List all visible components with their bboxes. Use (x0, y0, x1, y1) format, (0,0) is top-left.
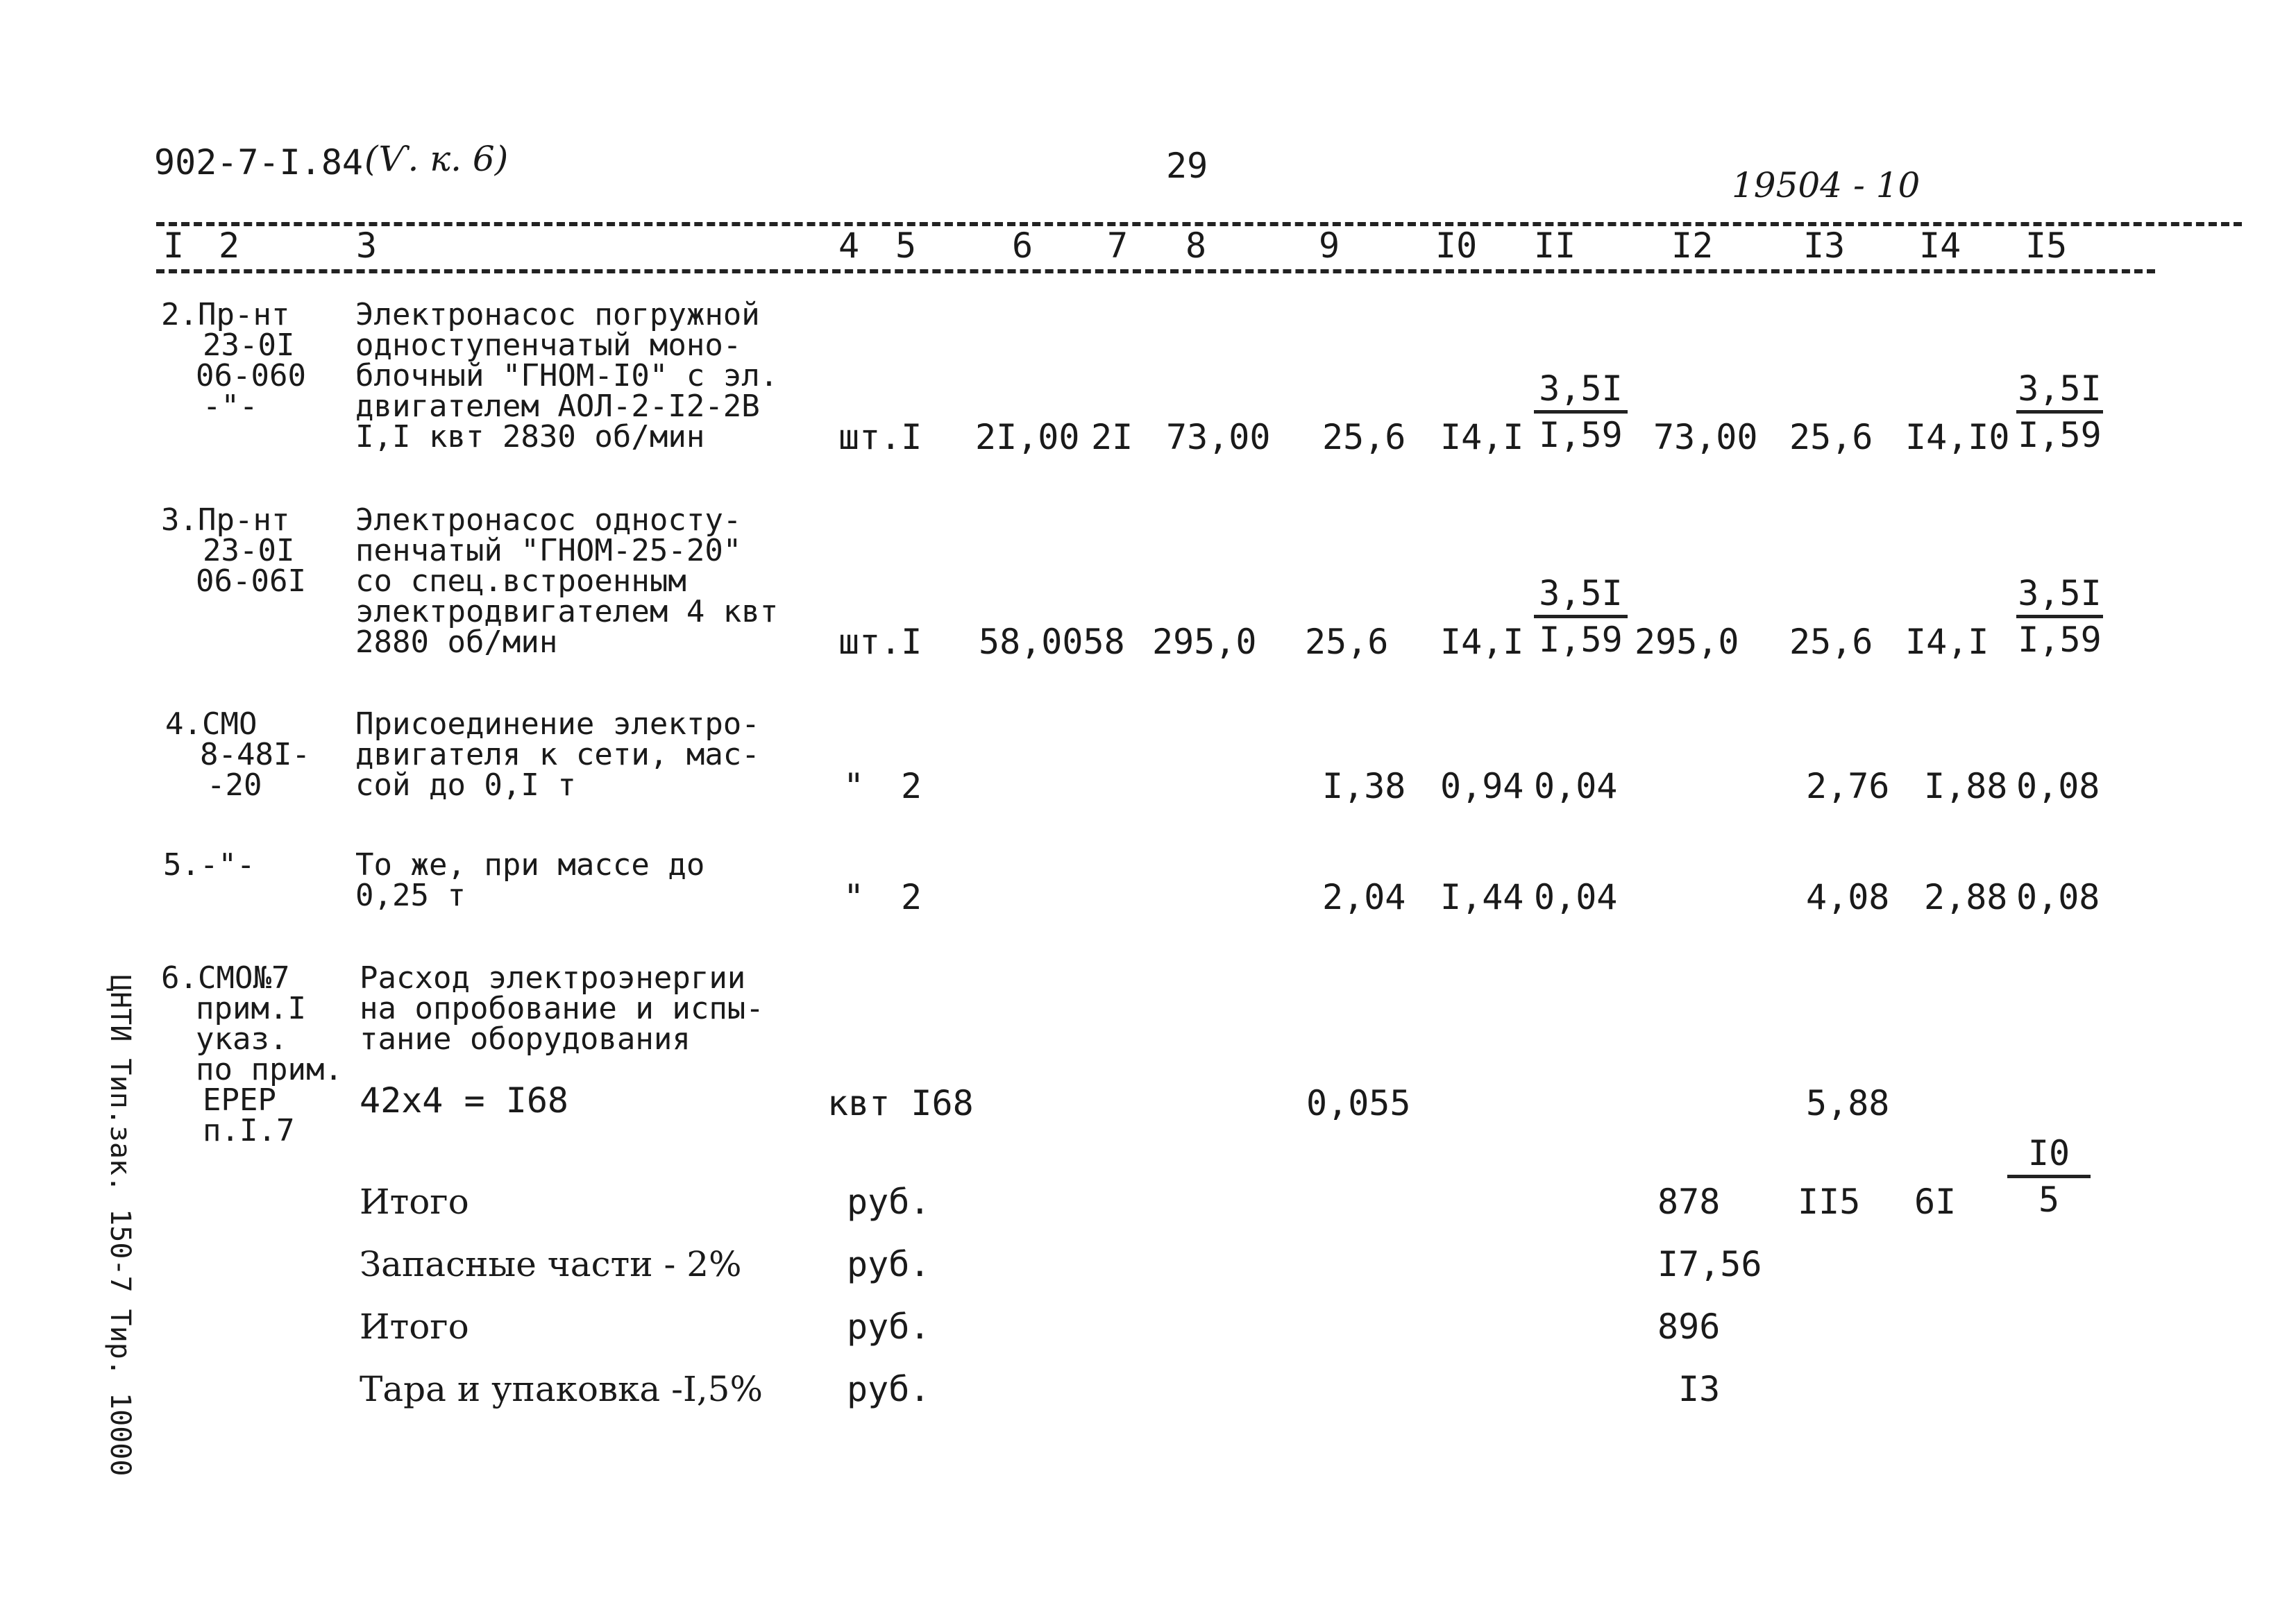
row-unit: шт.I (838, 417, 922, 457)
cell-c9: I,38 (1322, 766, 1406, 806)
fraction-denominator: I,59 (2018, 415, 2102, 455)
col-8: 8 (1185, 226, 1207, 266)
stamp-number: 19504 - 10 (1732, 165, 1921, 205)
col-11: II (1534, 226, 1576, 266)
fraction-numerator: 3,5I (2016, 576, 2103, 618)
cell-c15: 0,08 (2016, 877, 2100, 917)
row-unit: шт.I (838, 622, 922, 662)
row-code: 5.-"- (163, 847, 255, 883)
cell-c9: 25,6 (1322, 417, 1406, 457)
cell-c6: 58,0058 (979, 622, 1125, 662)
fraction-numerator: 3,5I (1534, 371, 1628, 414)
col-4: 4 (838, 226, 860, 266)
cell-c14: I4,I0 (1905, 417, 2010, 457)
cell-c13: 25,6 (1789, 622, 1873, 662)
document-code: 902-7-I.84 (154, 142, 364, 182)
cell-c10: I4,I (1440, 622, 1524, 662)
totals-c12: I3 (1678, 1369, 1721, 1409)
row-description: Расход электроэнергии на опробование и испы- тание оборудования 42х4 = I68 (360, 960, 764, 1121)
col-6: 6 (1012, 226, 1033, 266)
cell-c7: 2I (1091, 417, 1133, 457)
col-1: I (163, 226, 185, 266)
cell-c9: 25,6 (1305, 622, 1389, 662)
side-note-text: ЦНТИ Тип.зак. 150-7 Тир. 10000 (104, 975, 136, 1477)
row-quantity: 2 (901, 877, 922, 917)
cell-c13: 2,76 (1806, 766, 1890, 806)
col-13: I3 (1803, 226, 1846, 266)
fraction-denominator: I,59 (1539, 620, 1623, 660)
totals-label: Запасные части - 2% (360, 1244, 742, 1284)
cell-c11: 0,04 (1534, 877, 1618, 917)
col-5: 5 (895, 226, 917, 266)
cell-c11-fraction (1534, 368, 1628, 455)
cell-c12: 295,0 (1635, 622, 1739, 662)
cell-c13: 25,6 (1789, 417, 1873, 457)
col-3: 3 (356, 226, 378, 266)
fraction-numerator: 3,5I (1534, 576, 1628, 618)
cell-c8: 73,00 (1166, 417, 1271, 457)
col-7: 7 (1107, 226, 1129, 266)
cell-c6: 2I,00 (975, 417, 1080, 457)
totals-c14: 6I (1914, 1182, 1957, 1222)
cell-c14: I,88 (1924, 766, 2008, 806)
col-12: I2 (1671, 226, 1714, 266)
row-unit: " (843, 766, 865, 806)
row-unit: " (843, 877, 865, 917)
col-10: I0 (1435, 226, 1478, 266)
cell-c8: 295,0 (1152, 622, 1257, 662)
totals-c15-fraction (2007, 1133, 2091, 1220)
fraction-denominator: I,59 (2018, 620, 2102, 660)
cell-c9: 2,04 (1322, 877, 1406, 917)
cell-c13: 4,08 (1806, 877, 1890, 917)
row-code: 4.СМО 8-48I- -20 (165, 706, 310, 803)
totals-c12: 878 (1657, 1182, 1721, 1222)
cell-c10: I,44 (1440, 877, 1524, 917)
cell-c9: 0,055 (1306, 1083, 1411, 1123)
totals-label: Итого (360, 1307, 469, 1347)
col-2: 2 (219, 226, 240, 266)
cell-c10: I4,I (1440, 417, 1524, 457)
totals-c12: I7,56 (1657, 1244, 1762, 1284)
col-15: I5 (2025, 226, 2068, 266)
row-code: 3.Пр-нт 23-0I 06-06I (161, 502, 306, 599)
row-description: Электронасос односту- пенчатый "ГНОМ-25-20" со спец.встроенным электродвигателем 4 квт 2880 об/мин (355, 502, 779, 660)
totals-c13: II5 (1798, 1182, 1861, 1222)
cell-c11: 0,04 (1534, 766, 1618, 806)
fraction-numerator: I0 (2007, 1136, 2091, 1178)
cell-c15: 0,08 (2016, 766, 2100, 806)
fraction-denominator: 5 (2038, 1180, 2060, 1220)
row-description: Электронасос погружной одноступенчатый моно- блочный "ГНОМ-I0" с эл. двигателем АОЛ-2-I2-2В I,I квт 2830 об/мин (355, 297, 779, 454)
totals-unit: руб. (847, 1244, 931, 1284)
col-14: I4 (1919, 226, 1961, 266)
fraction-numerator: 3,5I (2016, 371, 2103, 414)
row-code: 6.СМО№7 прим.I указ. по прим. ЕРЕР п.I.7 (161, 960, 343, 1148)
row-unit: квт I68 (827, 1083, 974, 1123)
cell-c15-fraction (2016, 368, 2103, 455)
row-quantity: 2 (901, 766, 922, 806)
col-9: 9 (1319, 226, 1340, 266)
page-number: 29 (1166, 146, 1208, 186)
totals-unit: руб. (847, 1182, 931, 1222)
cell-c10: 0,94 (1440, 766, 1524, 806)
totals-unit: руб. (847, 1307, 931, 1347)
header-rule-bottom (156, 269, 2155, 273)
totals-c12: 896 (1657, 1307, 1721, 1347)
row-description: Присоединение электро- двигателя к сети, мас- сой до 0,I т (355, 706, 760, 803)
cell-c11-fraction (1534, 573, 1628, 660)
row-code: 2.Пр-нт 23-0I 06-060 -"- (161, 297, 306, 424)
totals-unit: руб. (847, 1369, 931, 1409)
document-mark: (Ѵ. к. 6) (364, 139, 509, 179)
fraction-denominator: I,59 (1539, 415, 1623, 455)
row-description: То же, при массе до 0,25 т (355, 847, 705, 913)
cell-c12: 73,00 (1653, 417, 1758, 457)
cell-c14: 2,88 (1924, 877, 2008, 917)
cell-c13: 5,88 (1806, 1083, 1890, 1123)
totals-label: Тара и упаковка -I,5% (360, 1369, 763, 1409)
cell-c15-fraction (2016, 573, 2103, 660)
cell-c14: I4,I (1905, 622, 1989, 662)
totals-label: Итого (360, 1182, 469, 1222)
